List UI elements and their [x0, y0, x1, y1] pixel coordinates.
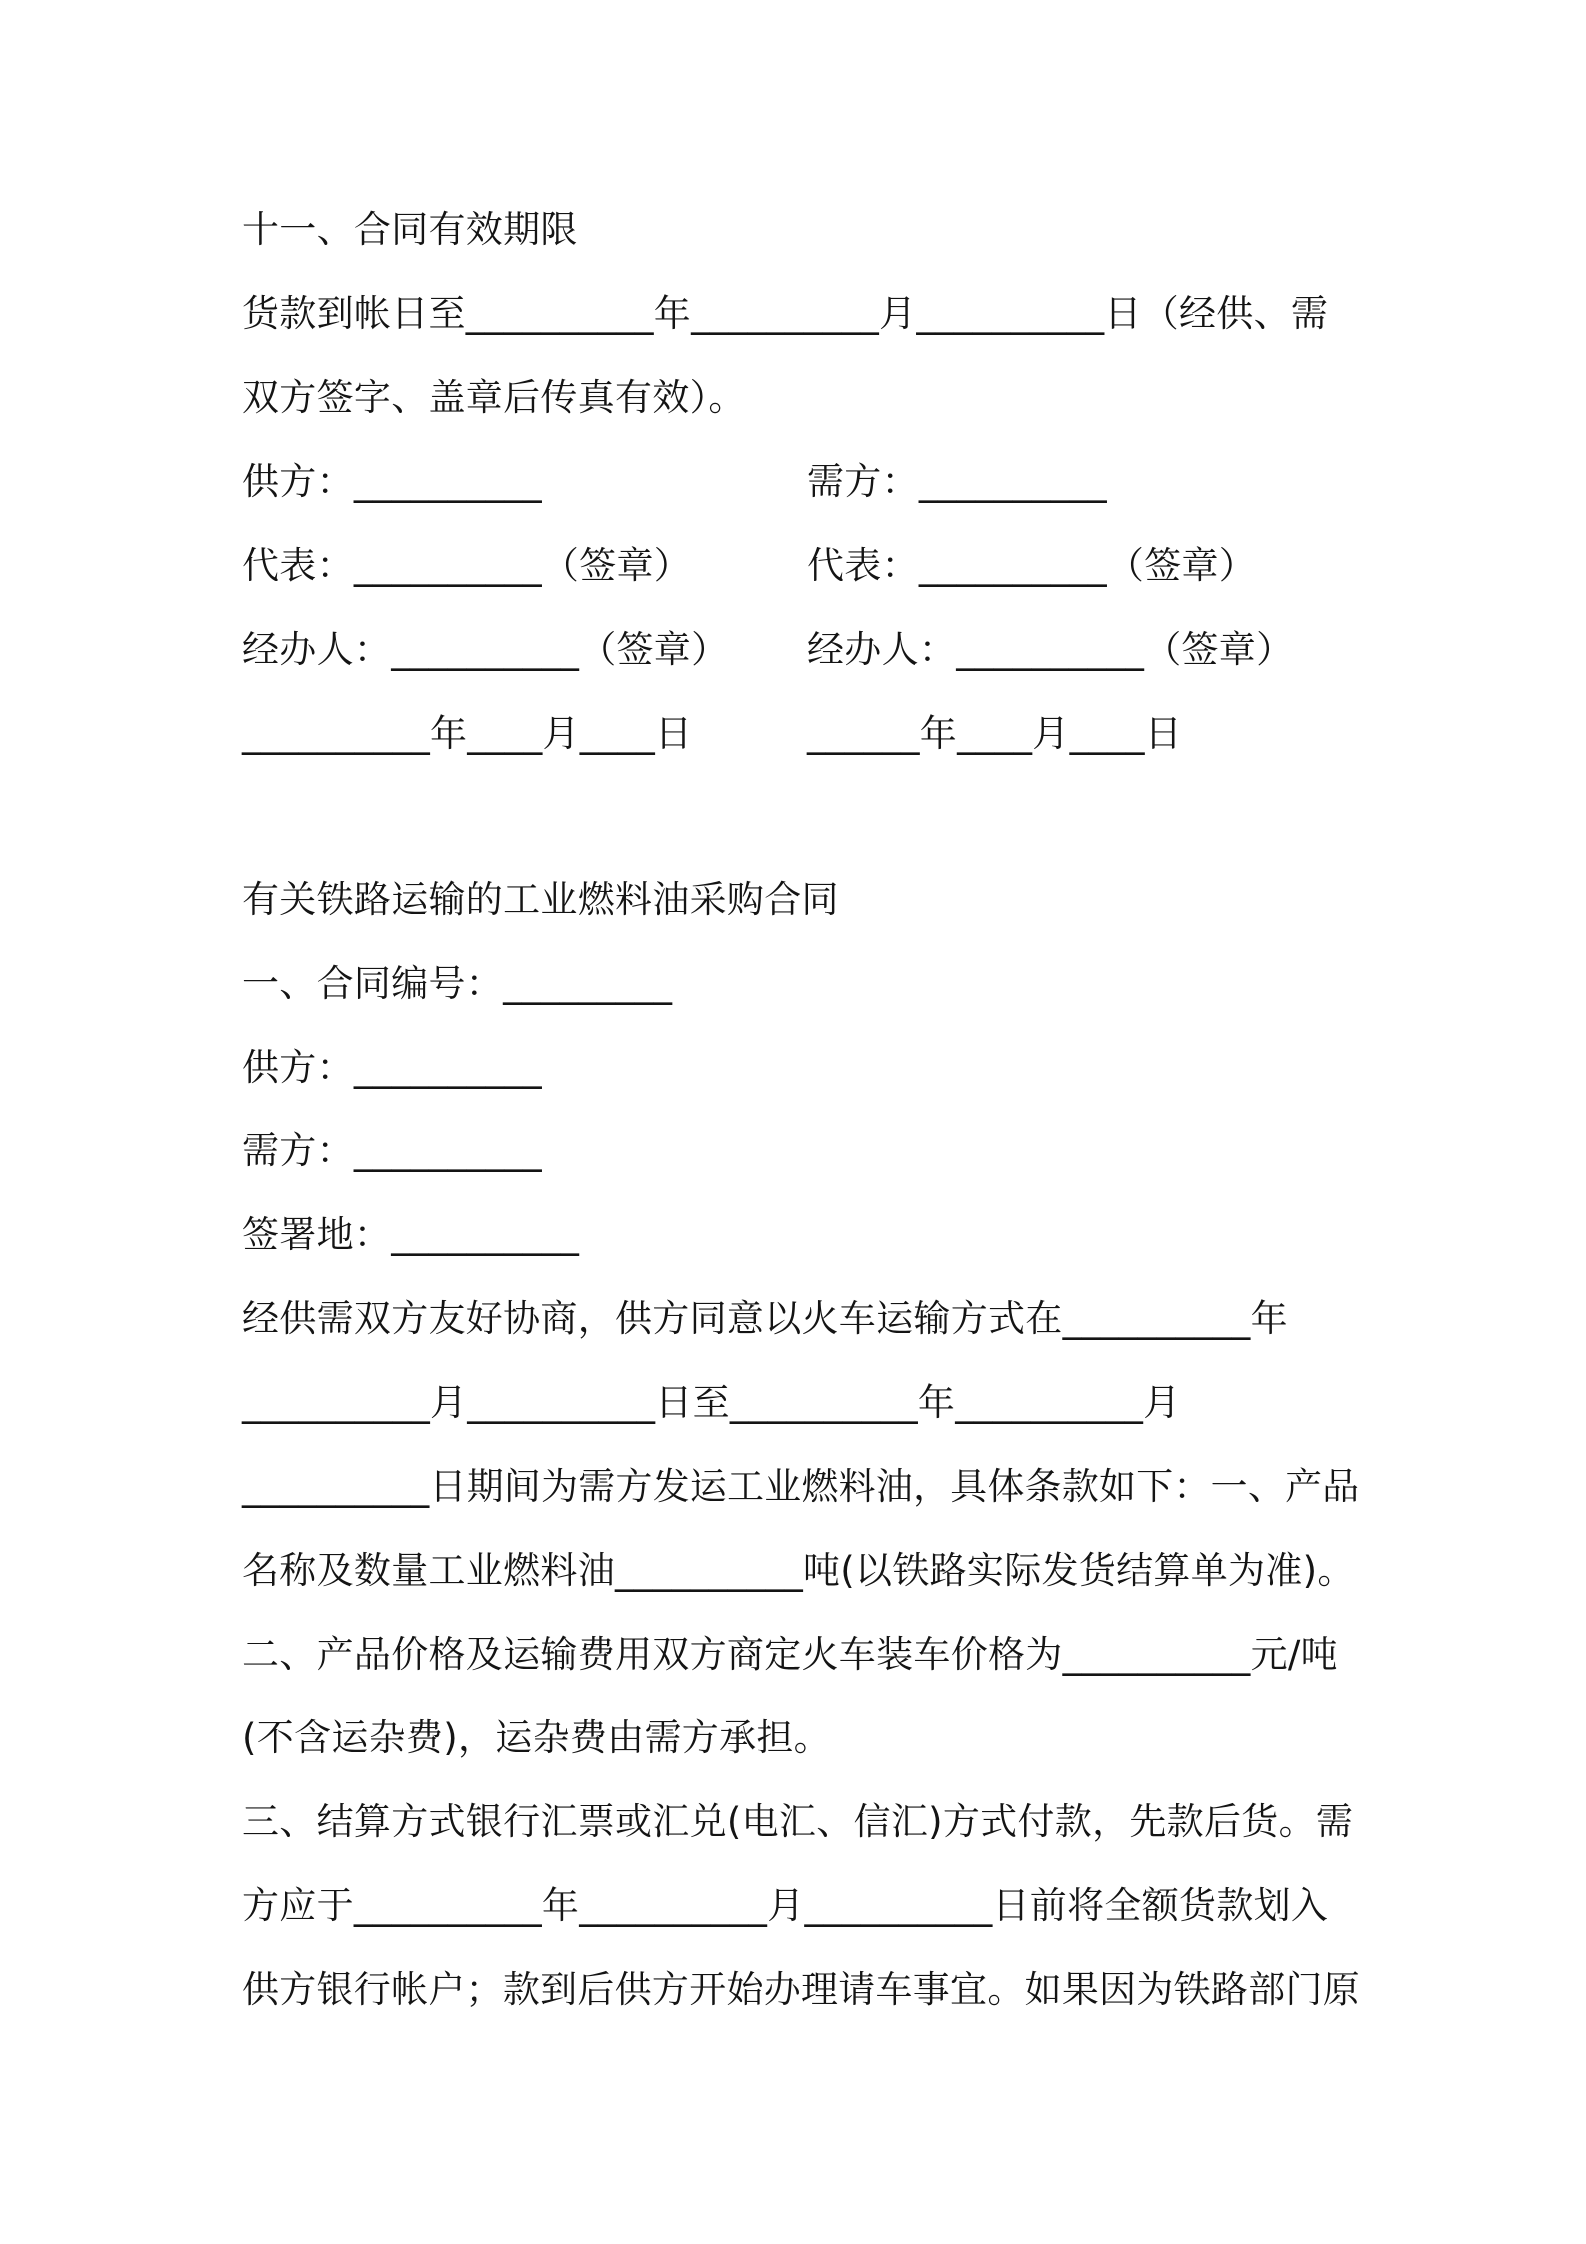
- body-line: __________日期间为需方发运工业燃料油，具体条款如下：一、产品: [242, 1465, 1360, 1508]
- section-heading: 十一、合同有效期限: [242, 208, 578, 251]
- contract-number-field: 一、合同编号：_________: [242, 962, 673, 1005]
- supplier-signature-field: 供方：__________: [242, 460, 542, 503]
- buyer-agent-field: 经办人：__________（签章）: [807, 628, 1294, 671]
- buyer-date-field: ______年____月____日: [807, 712, 1183, 755]
- buyer-representative-field: 代表：__________（签章）: [807, 544, 1257, 587]
- body-line: 三、结算方式银行汇票或汇兑(电汇、信汇)方式付款，先款后货。需: [242, 1800, 1354, 1843]
- paragraph-line: 货款到帐日至__________年__________月__________日（经供、需: [242, 292, 1329, 335]
- body-line: 名称及数量工业燃料油__________吨(以铁路实际发货结算单为准)。: [242, 1549, 1355, 1592]
- body-line: 方应于__________年__________月__________日前将全额货款划入: [242, 1884, 1329, 1927]
- signing-place-field: 签署地：__________: [242, 1213, 580, 1256]
- supplier-agent-field: 经办人：__________（签章）: [242, 628, 729, 671]
- supplier-date-field: __________年____月____日: [242, 712, 693, 755]
- body-line: 经供需双方友好协商，供方同意以火车运输方式在__________年: [242, 1297, 1288, 1340]
- buyer-signature-field: 需方：__________: [807, 460, 1107, 503]
- body-line: 二、产品价格及运输费用双方商定火车装车价格为__________元/吨: [242, 1633, 1338, 1676]
- body-line: __________月__________日至__________年__________月: [242, 1381, 1181, 1424]
- buyer-field: 需方：__________: [242, 1129, 542, 1172]
- contract-title: 有关铁路运输的工业燃料油采购合同: [242, 878, 839, 921]
- body-line: 供方银行帐户；款到后供方开始办理请车事宜。如果因为铁路部门原: [242, 1968, 1360, 2011]
- supplier-representative-field: 代表：__________（签章）: [242, 544, 692, 587]
- body-line: (不含运杂费)，运杂费由需方承担。: [242, 1716, 831, 1759]
- paragraph-line: 双方签字、盖章后传真有效）。: [242, 376, 746, 419]
- supplier-field: 供方：__________: [242, 1046, 542, 1089]
